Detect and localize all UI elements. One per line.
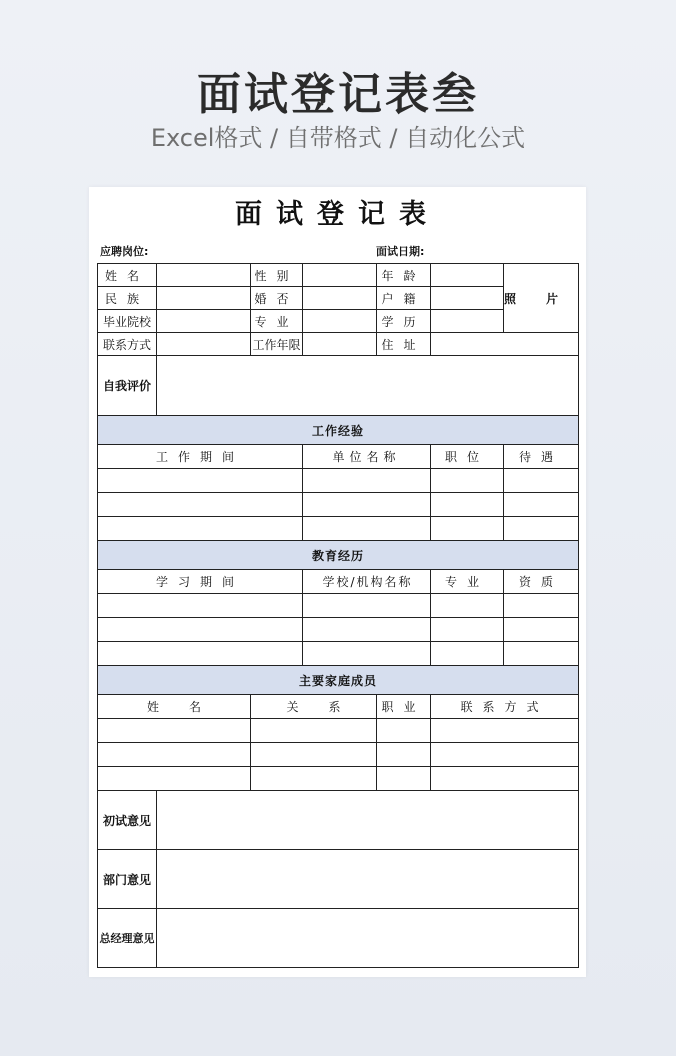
- family-header-contact: 联系方式: [431, 695, 579, 719]
- edu-section-row: [98, 541, 579, 570]
- dept-opinion-field[interactable]: [157, 850, 579, 909]
- edu-cell[interactable]: [303, 594, 431, 618]
- contact-field[interactable]: [157, 333, 251, 356]
- school-field[interactable]: [157, 310, 251, 333]
- work-cell[interactable]: [431, 469, 504, 493]
- name-label: 姓名: [98, 264, 157, 287]
- table-row: [98, 493, 579, 517]
- first-opinion-row: [98, 791, 579, 850]
- edu-cell[interactable]: [98, 594, 303, 618]
- edu-cell[interactable]: [504, 618, 579, 642]
- gm-opinion-field[interactable]: [157, 909, 579, 968]
- edu-cell[interactable]: [431, 618, 504, 642]
- work-header-salary: 待遇: [504, 445, 579, 469]
- work-cell[interactable]: [98, 493, 303, 517]
- major-label: 专业: [251, 310, 303, 333]
- table-row: [98, 517, 579, 541]
- work-section-row: [98, 416, 579, 445]
- edu-header-major: 专业: [431, 570, 504, 594]
- family-header-relation: 关系: [251, 695, 377, 719]
- school-label: 毕业院校: [98, 310, 157, 333]
- work-cell[interactable]: [504, 469, 579, 493]
- edu-cell[interactable]: [504, 642, 579, 666]
- work-header-company: 单位名称: [303, 445, 431, 469]
- family-cell[interactable]: [377, 719, 431, 743]
- work-cell[interactable]: [98, 469, 303, 493]
- work-section-title: 工作经验: [98, 416, 579, 445]
- family-section-row: [98, 666, 579, 695]
- age-field[interactable]: [431, 264, 504, 287]
- gender-field[interactable]: [303, 264, 377, 287]
- work-years-field[interactable]: [303, 333, 377, 356]
- family-cell[interactable]: [377, 743, 431, 767]
- edu-header-qualification: 资质: [504, 570, 579, 594]
- edu-section-title: 教育经历: [98, 541, 579, 570]
- self-eval-label: 自我评价: [98, 356, 157, 416]
- address-field[interactable]: [431, 333, 579, 356]
- basic-row-1: [98, 264, 579, 287]
- family-cell[interactable]: [431, 719, 579, 743]
- family-cell[interactable]: [431, 767, 579, 791]
- gm-opinion-row: [98, 909, 579, 968]
- table-row: [98, 469, 579, 493]
- edu-cell[interactable]: [303, 618, 431, 642]
- family-header-row: [98, 695, 579, 719]
- work-cell[interactable]: [303, 469, 431, 493]
- banner-title: 面试登记表叁: [197, 69, 479, 120]
- work-cell[interactable]: [431, 493, 504, 517]
- edu-cell[interactable]: [98, 618, 303, 642]
- work-header-position: 职位: [431, 445, 504, 469]
- gender-label: 性别: [251, 264, 303, 287]
- hukou-label: 户籍: [377, 287, 431, 310]
- basic-row-4: [98, 333, 579, 356]
- work-years-label: 工作年限: [251, 333, 303, 356]
- work-cell[interactable]: [303, 493, 431, 517]
- edu-header-row: [98, 570, 579, 594]
- banner-subtitle: Excel格式 / 自带格式 / 自动化公式: [150, 124, 526, 152]
- gm-opinion-label: 总经理意见: [98, 909, 157, 968]
- table-row: [98, 594, 579, 618]
- work-cell[interactable]: [504, 517, 579, 541]
- contact-label: 联系方式: [98, 333, 157, 356]
- work-cell[interactable]: [504, 493, 579, 517]
- family-cell[interactable]: [98, 719, 251, 743]
- self-eval-field[interactable]: [157, 356, 579, 416]
- marital-label: 婚否: [251, 287, 303, 310]
- family-section-title: 主要家庭成员: [98, 666, 579, 695]
- dept-opinion-label: 部门意见: [98, 850, 157, 909]
- family-header-name: 姓名: [98, 695, 251, 719]
- education-label: 学历: [377, 310, 431, 333]
- table-row: [98, 743, 579, 767]
- work-header-row: [98, 445, 579, 469]
- edu-header-period: 学习期间: [98, 570, 303, 594]
- table-row: [98, 618, 579, 642]
- edu-header-school: 学校/机构名称: [303, 570, 431, 594]
- family-cell[interactable]: [251, 719, 377, 743]
- age-label: 年龄: [377, 264, 431, 287]
- registration-table: [97, 263, 589, 968]
- self-eval-row: [98, 356, 579, 416]
- position-label: 应聘岗位:: [100, 245, 149, 258]
- table-row: [98, 719, 579, 743]
- hukou-field[interactable]: [431, 287, 504, 310]
- ethnicity-label: 民族: [98, 287, 157, 310]
- work-cell[interactable]: [98, 517, 303, 541]
- work-cell[interactable]: [303, 517, 431, 541]
- table-row: [98, 642, 579, 666]
- marital-field[interactable]: [303, 287, 377, 310]
- date-label: 面试日期:: [376, 245, 425, 258]
- form-title: 面试登记表: [235, 199, 440, 230]
- work-header-period: 工作期间: [98, 445, 303, 469]
- table-row: [98, 767, 579, 791]
- edu-cell[interactable]: [431, 642, 504, 666]
- dept-opinion-row: [98, 850, 579, 909]
- work-cell[interactable]: [431, 517, 504, 541]
- edu-cell[interactable]: [303, 642, 431, 666]
- name-field[interactable]: [157, 264, 251, 287]
- family-cell[interactable]: [98, 767, 251, 791]
- first-opinion-field[interactable]: [157, 791, 579, 850]
- edu-cell[interactable]: [504, 594, 579, 618]
- education-field[interactable]: [431, 310, 504, 333]
- family-cell[interactable]: [98, 743, 251, 767]
- photo-cell[interactable]: 照片: [504, 264, 579, 333]
- major-field[interactable]: [303, 310, 377, 333]
- family-cell[interactable]: [377, 767, 431, 791]
- family-cell[interactable]: [251, 743, 377, 767]
- form-sheet: [89, 187, 589, 977]
- edu-cell[interactable]: [431, 594, 504, 618]
- family-cell[interactable]: [431, 743, 579, 767]
- edu-cell[interactable]: [98, 642, 303, 666]
- ethnicity-field[interactable]: [157, 287, 251, 310]
- family-cell[interactable]: [251, 767, 377, 791]
- family-header-occupation: 职业: [377, 695, 431, 719]
- first-opinion-label: 初试意见: [98, 791, 157, 850]
- address-label: 住址: [377, 333, 431, 356]
